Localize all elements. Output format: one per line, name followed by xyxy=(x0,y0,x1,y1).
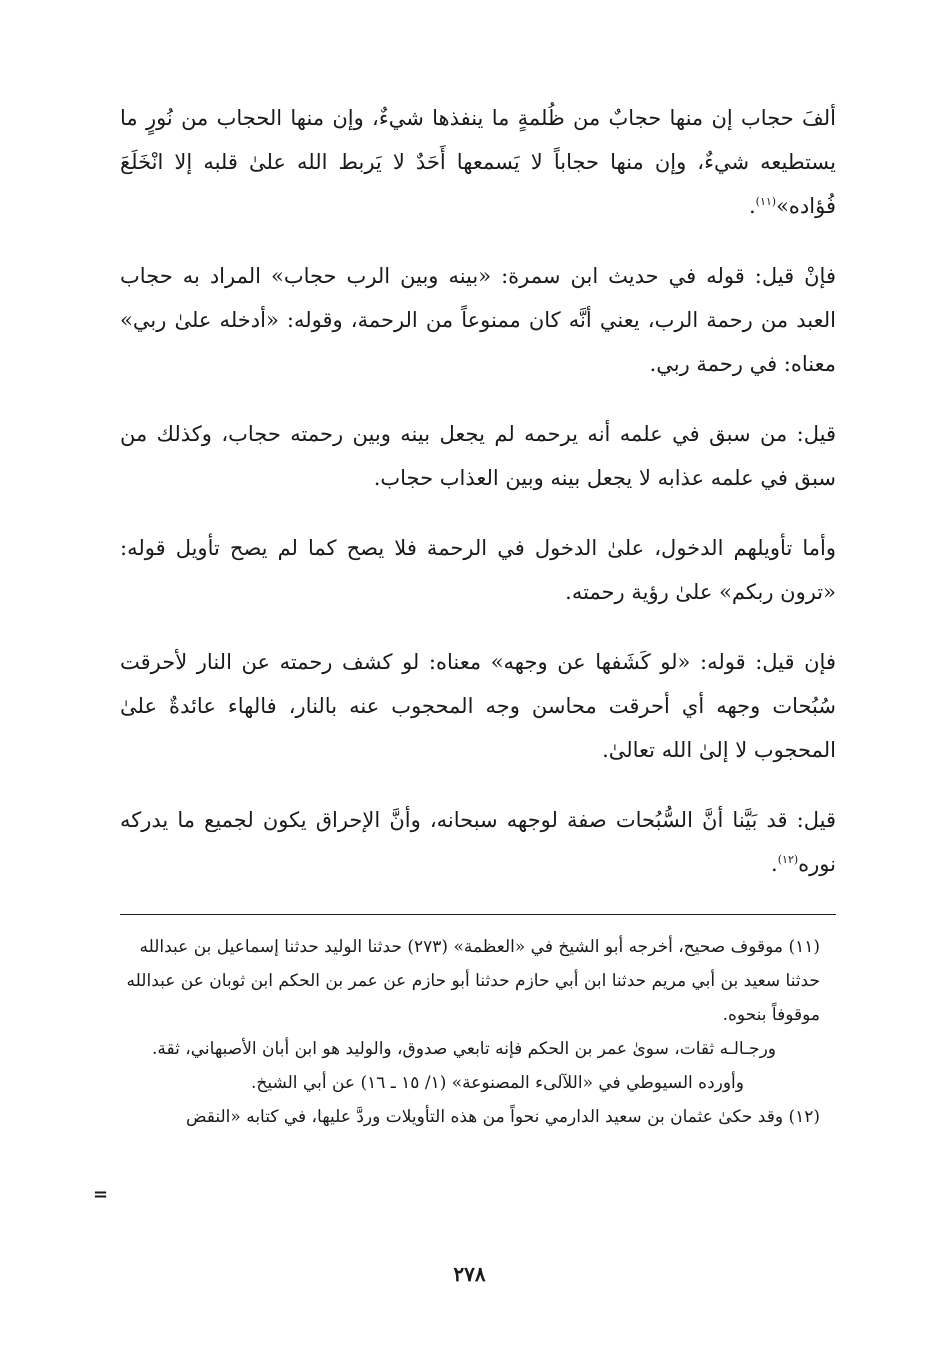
footnote-11: (١١) موقوف صحيح، أخرجه أبو الشيخ في «العظمة» (٢٧٣) حدثنا الوليد حدثنا إسماعيل بن عبدالله حدثنا سعيد بن أبي مريم حدثنا ابن أبي حازم حدثنا أبو حازم عن عمر بن الحكم ابن ثوبان عن عبدالله موقوفاً بنحوه. xyxy=(126,937,820,1025)
footnote-separator xyxy=(120,914,836,915)
footnote-11-narrators: ورجـالـه ثقات، سوىٰ عمر بن الحكم فإنه تابعي صدوق، والوليد هو ابن أبان الأصبهاني، ثقة. xyxy=(152,1039,776,1059)
paragraph-3: قيل: من سبق في علمه أنه يرحمه لم يجعل بينه وبين رحمته حجاب، وكذلك من سبق في علمه عذابه لا يجعل بينه وبين العذاب حجاب. xyxy=(120,422,836,490)
footnotes xyxy=(120,930,820,1134)
footnote-ref-11: (١١) xyxy=(755,195,777,208)
paragraph-1: ألفَ حجاب إن منها حجابٌ من ظُلمةٍ ما ينفذها شيءٌ، وإن منها الحجاب من نُورٍ ما يستطيعه شيءٌ، وإن منها حجاباً لا يَسمعها أَحَدٌ لا يَربط الله علىٰ قلبه إلا انْخَلَعَ فُؤاده»$^{(١١)}$. xyxy=(120,106,836,218)
footnote-ref-12: (١٢) xyxy=(777,853,799,866)
footnote-continuation-mark: = xyxy=(93,1184,109,1205)
paragraph-4: وأما تأويلهم الدخول، علىٰ الدخول في الرحمة فلا يصح كما لم يصح تأويل قوله: «ترون ربكم» علىٰ رؤية رحمته. xyxy=(120,536,836,604)
paragraph-5: فإن قيل: قوله: «لو كَشَفها عن وجهه» معناه: لو كشف رحمته عن النار لأحرقت سُبُحات وجهه أي أحرقت محاسن وجه المحجوب عنه بالنار، فالهاء عائدةٌ علىٰ المحجوب لا إلىٰ الله تعالىٰ. xyxy=(120,650,836,762)
page-number: ٢٧٨ xyxy=(453,1262,486,1286)
footnote-12: (١٢) وقد حكىٰ عثمان بن سعيد الدارمي نحواً من هذه التأويلات وردَّ عليها، في كتابه «النقض xyxy=(185,1107,820,1127)
main-text xyxy=(120,96,836,912)
paragraph-2: فإنْ قيل: قوله في حديث ابن سمرة: «بينه وبين الرب حجاب» المراد به حجاب العبد من رحمة الرب، يعني أنَّه كان ممنوعاً من الرحمة، وقوله: «أدخله علىٰ ربي» معناه: في رحمة ربي. xyxy=(120,264,836,376)
paragraph-6: قيل: قد بَيَّنا أنَّ السُّبُحات صفة لوجهه سبحانه، وأنَّ الإحراق يكون لجميع ما يدركه نوره$^{(١٢)}$. xyxy=(120,808,836,876)
footnote-11-source: وأورده السيوطي في «اللآلىء المصنوعة» (١/ ١٥ ـ ١٦) عن أبي الشيخ. xyxy=(250,1073,744,1093)
